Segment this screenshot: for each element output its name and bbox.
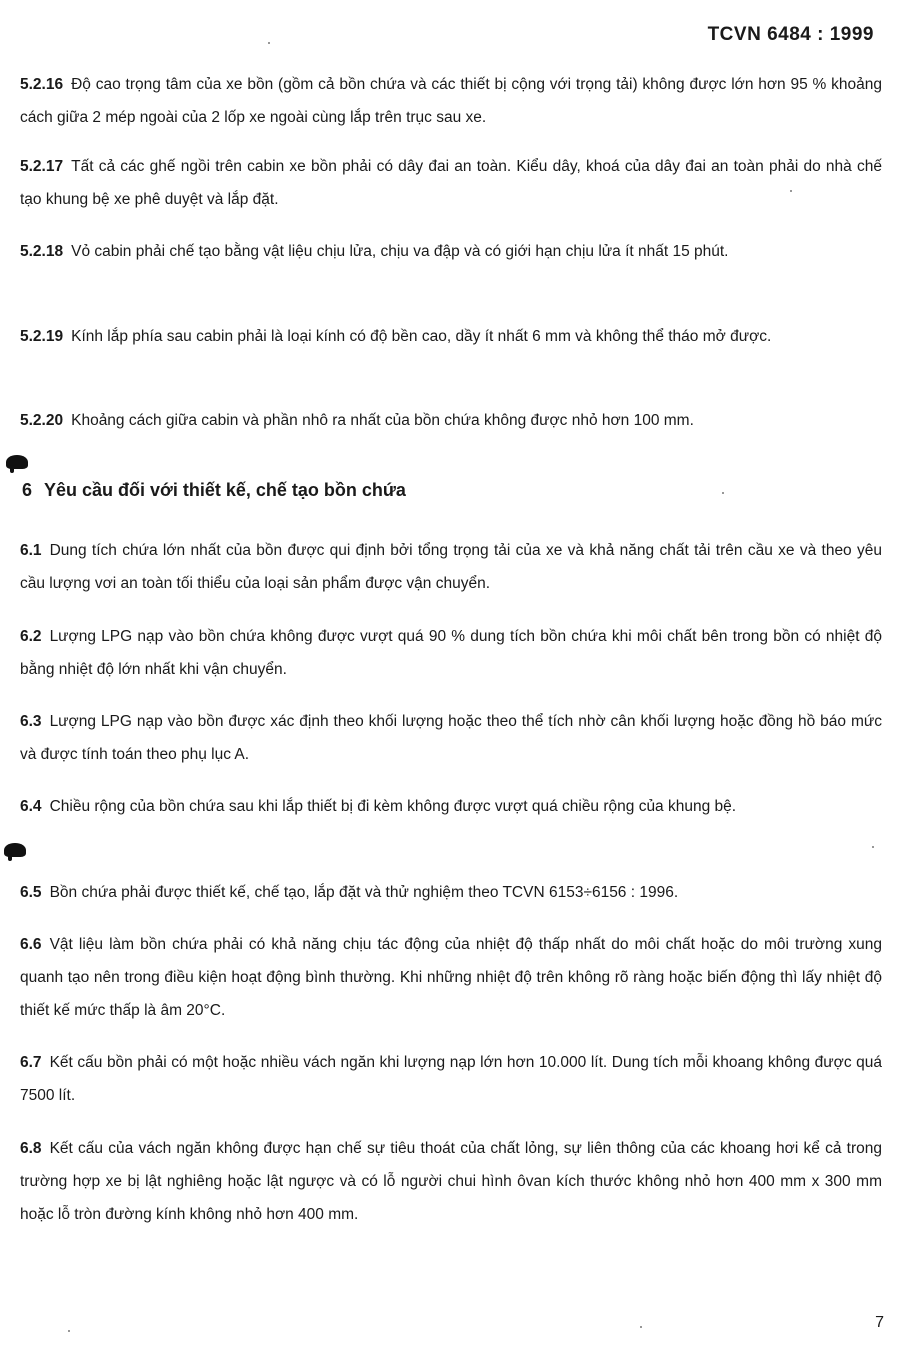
clause-text: Kết cấu bồn phải có một hoặc nhiều vách ngăn khi lượng nạp lớn hơn 10.000 lít. Dung tích mỗi khoang không được quá 7500 lít. [20,1054,882,1104]
section-heading [22,480,406,501]
clause-5-2-20 [20,404,882,437]
clause-text: Kết cấu của vách ngăn không được hạn chế sự tiêu thoát của chất lỏng, sự liên thông của các khoang hơi kể cả trong trường hợp xe bị lật nghiêng hoặc lật ngược và có lỗ người chui hình ôvan kích thước không nhỏ hơn 400 mm x 300 mm hoặc lỗ tròn đường kính không nhỏ hơn 400 mm. [20,1140,882,1223]
clause-6-3 [20,705,882,771]
section-number: 6 [22,480,33,500]
clause-5-2-18 [20,235,882,268]
clause-text: Lượng LPG nạp vào bồn được xác định theo khối lượng hoặc theo thể tích nhờ cân khối lượng hoặc đồng hồ báo mức và được tính toán theo phụ lục A. [20,713,882,763]
clause-number: 6.3 [20,713,42,730]
clause-6-1 [20,534,882,600]
clause-text: Độ cao trọng tâm của xe bồn (gồm cả bồn chứa và các thiết bị cộng với trọng tải) không được lớn hơn 95 % khoảng cách giữa 2 mép ngoài của 2 lốp xe ngoài cùng lắp trên trục sau xe. [20,76,882,126]
scan-speck [722,492,724,494]
clause-number: 6.2 [20,628,42,645]
clause-text: Chiều rộng của bồn chứa sau khi lắp thiết bị đi kèm không được vượt quá chiều rộng của khung bệ. [49,798,737,815]
clause-text: Lượng LPG nạp vào bồn chứa không được vượt quá 90 % dung tích bồn chứa khi môi chất bên trong bồn có nhiệt độ bằng nhiệt độ lớn nhất khi vận chuyển. [20,628,882,678]
clause-6-7 [20,1046,882,1112]
clause-text: Vỏ cabin phải chế tạo bằng vật liệu chịu lửa, chịu va đập và có giới hạn chịu lửa ít nhất 15 phút. [71,243,729,260]
scan-speck [790,190,792,192]
clause-number: 6.4 [20,798,42,815]
clause-number: 5.2.19 [20,328,64,345]
scan-speck [872,846,874,848]
clause-6-5 [20,876,882,909]
scan-blot-mark [4,843,26,857]
clause-text: Kính lắp phía sau cabin phải là loại kính có độ bền cao, dầy ít nhất 6 mm và không thể tháo mở được. [71,328,772,345]
scan-blot-mark [6,455,28,469]
clause-number: 5.2.18 [20,243,64,260]
clause-6-4 [20,790,882,823]
clause-6-8 [20,1132,882,1231]
scan-speck [268,42,270,44]
clause-6-2 [20,620,882,686]
clause-number: 6.8 [20,1140,42,1157]
clause-text: Bồn chứa phải được thiết kế, chế tạo, lắp đặt và thử nghiệm theo TCVN 6153÷6156 : 1996. [49,884,679,901]
clause-number: 5.2.17 [20,158,64,175]
scan-speck [640,1326,642,1328]
clause-text: Vật liệu làm bồn chứa phải có khả năng chịu tác động của nhiệt độ thấp nhất do môi chất hoặc do môi trường xung quanh tạo nên trong điều kiện hoạt động bình thường. Khi những nhiệt độ trên không rõ ràng hoặc biến động thì lấy nhiệt độ thiết kế mức thấp là âm 20°C. [20,936,882,1019]
page-number: 7 [875,1314,884,1331]
document-code: TCVN 6484 : 1999 [707,24,874,45]
clause-number: 6.1 [20,542,42,559]
clause-number: 6.5 [20,884,42,901]
clause-number: 6.7 [20,1054,42,1071]
clause-5-2-16 [20,68,882,134]
clause-5-2-19 [20,320,882,353]
clause-5-2-17 [20,150,882,216]
clause-text: Dung tích chứa lớn nhất của bồn được qui định bởi tổng trọng tải của xe và khả năng chất tải trên cầu xe và theo yêu cầu lượng vơi an toàn tối thiểu của loại sản phẩm được vận chuyển. [20,542,882,592]
clause-number: 6.6 [20,936,42,953]
scan-speck [68,1330,70,1332]
section-title: Yêu cầu đối với thiết kế, chế tạo bồn chứa [44,480,406,500]
clause-number: 5.2.20 [20,412,64,429]
clause-6-6 [20,928,882,1027]
clause-text: Tất cả các ghế ngồi trên cabin xe bồn phải có dây đai an toàn. Kiểu dây, khoá của dây đai an toàn phải do nhà chế tạo khung bệ xe phê duyệt và lắp đặt. [20,158,882,208]
clause-text: Khoảng cách giữa cabin và phần nhô ra nhất của bồn chứa không được nhỏ hơn 100 mm. [71,412,694,429]
clause-number: 5.2.16 [20,76,64,93]
